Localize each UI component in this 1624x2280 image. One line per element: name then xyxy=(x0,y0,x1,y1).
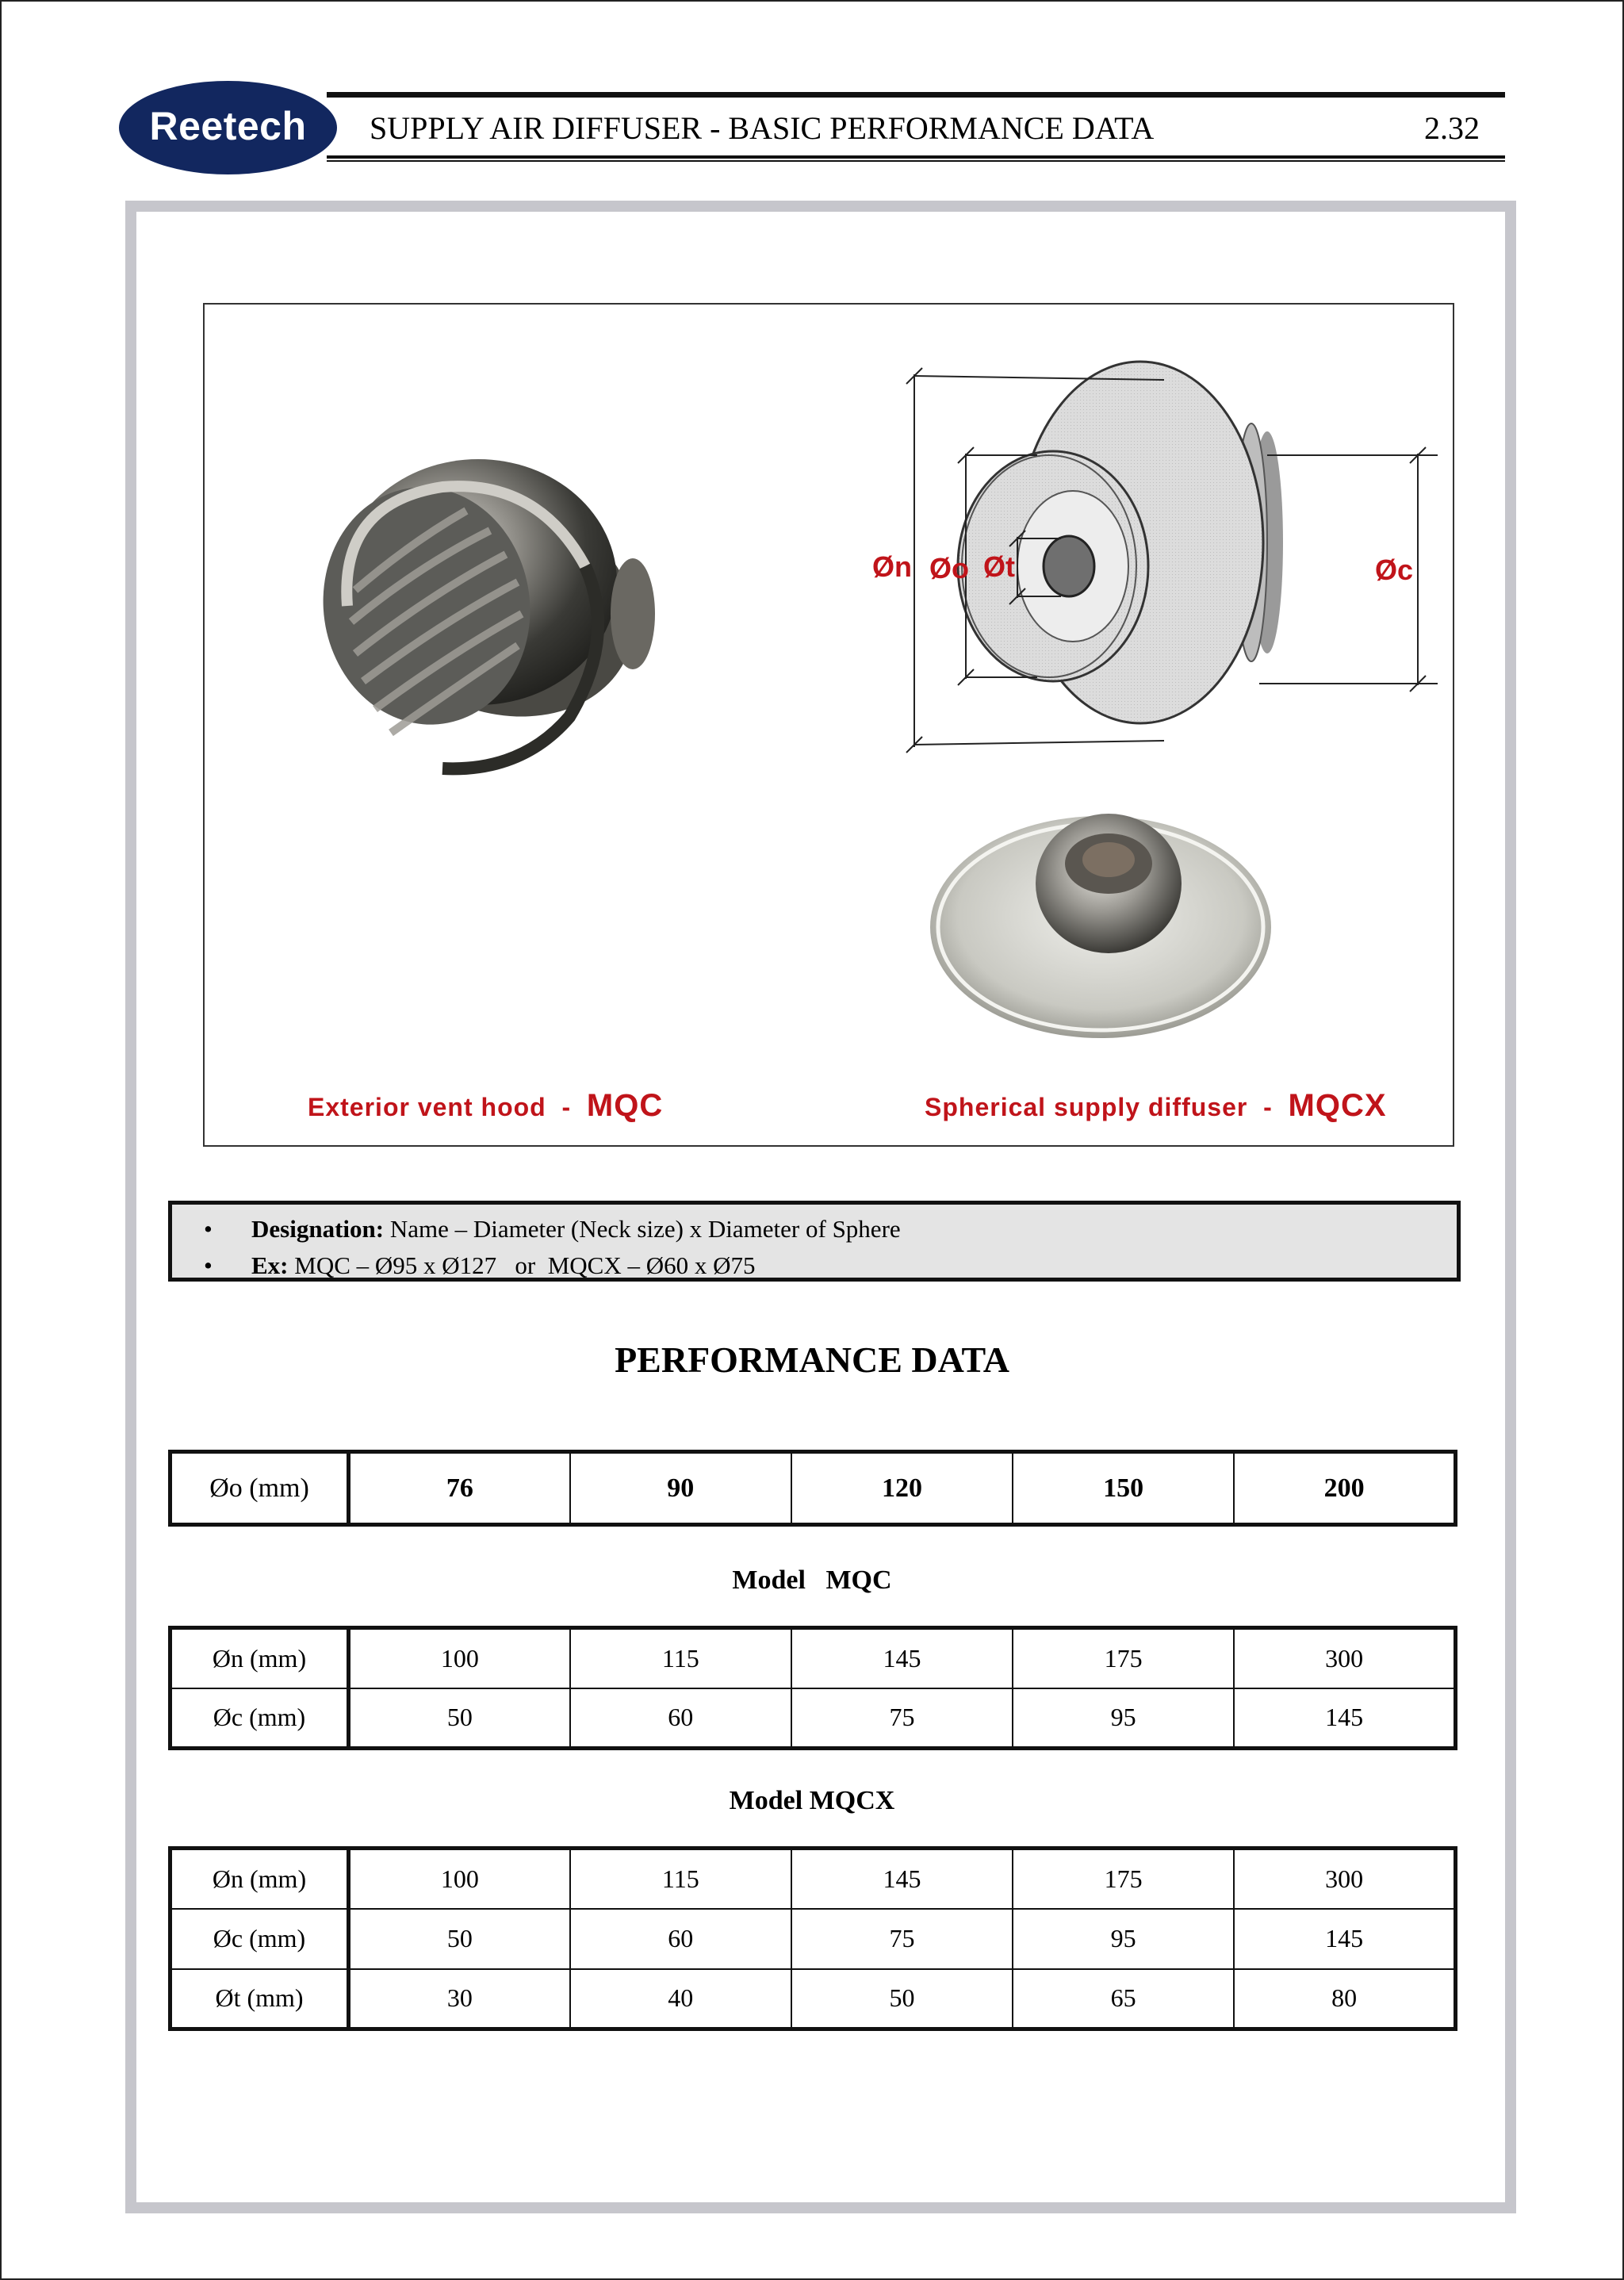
caption-mqc-model: MQC xyxy=(586,1088,664,1123)
cell: 120 xyxy=(791,1452,1013,1525)
cell: 50 xyxy=(791,1969,1013,2029)
caption-mqc: Exterior vent hood - MQC xyxy=(308,1088,664,1123)
product-figure-panel xyxy=(203,303,1454,1147)
cell: 95 xyxy=(1013,1909,1234,1969)
cell: 150 xyxy=(1013,1452,1234,1525)
designation-example xyxy=(251,1247,901,1284)
page-title: SUPPLY AIR DIFFUSER - BASIC PERFORMANCE DATA xyxy=(370,110,1155,146)
cell: 76 xyxy=(349,1452,570,1525)
table-row xyxy=(170,1909,1456,1969)
cell: 200 xyxy=(1234,1452,1455,1525)
table-row xyxy=(170,1452,1456,1525)
mqcx-table xyxy=(168,1846,1457,2031)
cell: 100 xyxy=(349,1849,570,1909)
table-row xyxy=(170,1969,1456,2029)
cell: 100 xyxy=(349,1628,570,1688)
dim-label-o: Øo xyxy=(929,552,969,584)
cell: 175 xyxy=(1013,1628,1234,1688)
cell: 115 xyxy=(570,1628,791,1688)
cell: 50 xyxy=(349,1688,570,1749)
table-row xyxy=(170,1628,1456,1688)
row-label: Øn (mm) xyxy=(170,1849,349,1909)
cell: 145 xyxy=(791,1849,1013,1909)
cell: 40 xyxy=(570,1969,791,2029)
table-row xyxy=(170,1688,1456,1749)
vent-hood-photo xyxy=(308,459,665,768)
spherical-diffuser-photo xyxy=(930,814,1271,1038)
header-rule-top xyxy=(327,92,1505,98)
caption-mqcx-text: Spherical supply diffuser xyxy=(925,1093,1248,1121)
cell: 175 xyxy=(1013,1849,1234,1909)
designation-label: Designation: xyxy=(251,1215,385,1243)
model-mqc-title: Model MQC xyxy=(732,1565,892,1595)
cell: 30 xyxy=(349,1969,570,2029)
dim-label-c: Øc xyxy=(1375,554,1414,586)
caption-mqc-text: Exterior vent hood xyxy=(308,1093,546,1121)
cell: 80 xyxy=(1234,1969,1455,2029)
cell: 65 xyxy=(1013,1969,1234,2029)
example-text: MQC – Ø95 x Ø127 or MQCX – Ø60 x Ø75 xyxy=(294,1251,756,1279)
cell: 300 xyxy=(1234,1849,1455,1909)
cell: 75 xyxy=(791,1909,1013,1969)
header-rule-bottom-thin xyxy=(327,160,1505,162)
product-illustrations xyxy=(205,305,1453,1145)
designation-box xyxy=(168,1201,1461,1282)
caption-mqcx-model: MQCX xyxy=(1288,1088,1387,1123)
example-label: Ex: xyxy=(251,1251,289,1279)
cell: 145 xyxy=(1234,1688,1455,1749)
row-label: Øc (mm) xyxy=(170,1688,349,1749)
designation-text: Name – Diameter (Neck size) x Diameter of Sphere xyxy=(389,1215,901,1243)
logo-text: Reetech xyxy=(149,104,307,148)
cell: 75 xyxy=(791,1688,1013,1749)
neck-size-table xyxy=(168,1450,1457,1527)
designation-list xyxy=(251,1211,901,1284)
designation-item xyxy=(251,1211,901,1247)
page-header xyxy=(119,79,1505,178)
cell: 145 xyxy=(1234,1909,1455,1969)
model-mqcx-title: Model MQCX xyxy=(729,1786,895,1815)
page-number: 2.32 xyxy=(1424,110,1480,146)
row-label: Øc (mm) xyxy=(170,1909,349,1969)
cell: 300 xyxy=(1234,1628,1455,1688)
row-label: Øn (mm) xyxy=(170,1628,349,1688)
cell: 95 xyxy=(1013,1688,1234,1749)
performance-title: PERFORMANCE DATA xyxy=(615,1339,1009,1380)
row-label: Øo (mm) xyxy=(170,1452,349,1525)
cell: 90 xyxy=(570,1452,791,1525)
dim-label-t: Øt xyxy=(983,550,1015,583)
cell: 50 xyxy=(349,1909,570,1969)
row-label: Øt (mm) xyxy=(170,1969,349,2029)
dim-label-n: Øn xyxy=(872,550,912,583)
mqc-table xyxy=(168,1626,1457,1750)
header-rule-bottom xyxy=(327,155,1505,159)
table-row xyxy=(170,1849,1456,1909)
caption-mqcx: Spherical supply diffuser - MQCX xyxy=(925,1088,1387,1123)
cell: 60 xyxy=(570,1909,791,1969)
cell: 115 xyxy=(570,1849,791,1909)
cell: 60 xyxy=(570,1688,791,1749)
cell: 145 xyxy=(791,1628,1013,1688)
